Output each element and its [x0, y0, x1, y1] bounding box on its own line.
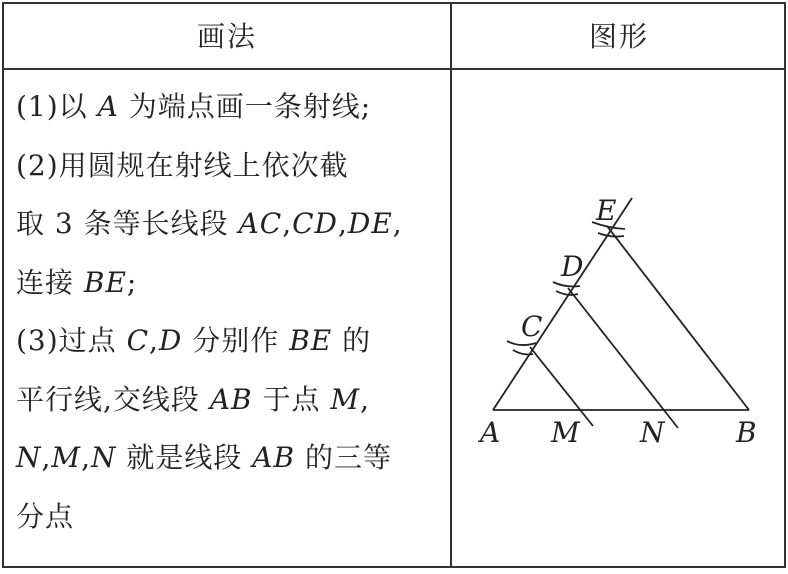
label-a: A — [480, 416, 501, 449]
ray-from-a — [493, 198, 632, 410]
step-2-line-3: 连接 BE; — [16, 265, 138, 299]
step-3-line-2: 平行线,交线段 AB 于点 M, — [16, 382, 370, 416]
step-3-line-4: 分点 — [16, 499, 75, 533]
segment-be — [607, 226, 749, 410]
step-2-line-1: (2)用圆规在射线上依次截 — [16, 148, 349, 182]
header-figure: 图形 — [588, 20, 649, 53]
label-e: E — [596, 194, 617, 227]
construction-figure — [452, 68, 788, 570]
step-1-line-1: (1)以 A 为端点画一条射线; — [16, 90, 372, 123]
label-b: B — [736, 416, 757, 449]
step-2-line-2: 取 3 条等长线段 AC,CD,DE, — [16, 207, 403, 240]
label-m: M — [551, 416, 580, 449]
label-n: N — [640, 416, 665, 449]
label-d: D — [561, 250, 584, 283]
label-c: C — [521, 310, 543, 343]
arc-mark-d-lower — [556, 291, 578, 295]
header-method: 画法 — [196, 20, 257, 53]
step-3-line-3: N,M,N 就是线段 AB 的三等 — [16, 441, 392, 474]
parallel-through-c — [530, 347, 593, 426]
step-3-line-1: (3)过点 C,D 分别作 BE 的 — [16, 324, 372, 357]
figure-svg — [452, 68, 788, 570]
method-steps — [16, 78, 436, 546]
parallel-through-d — [568, 288, 678, 428]
arc-mark-e-lower — [598, 233, 624, 237]
